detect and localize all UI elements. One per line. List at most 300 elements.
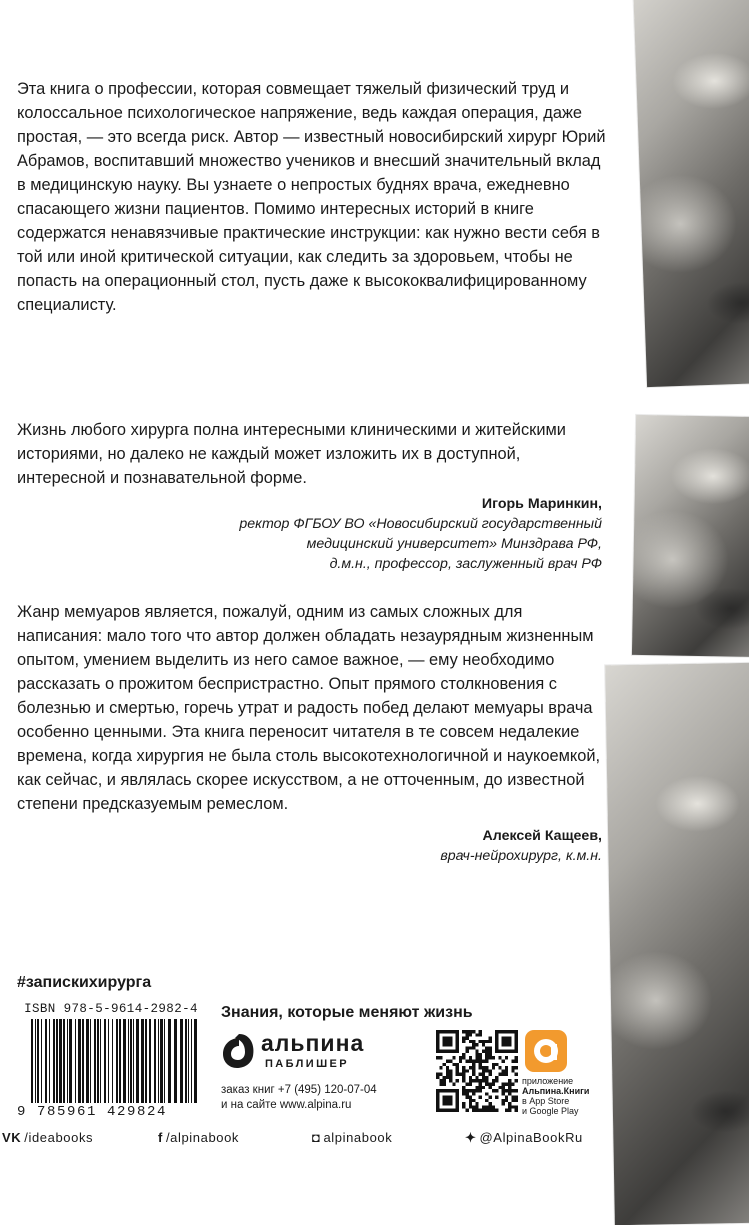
qr-module <box>446 1073 449 1076</box>
barcode-bar <box>49 1019 50 1103</box>
qr-module <box>508 1082 511 1085</box>
barcode-bar <box>188 1019 189 1103</box>
qr-module <box>452 1082 455 1085</box>
qr-module <box>469 1030 472 1033</box>
barcode-bar <box>104 1019 106 1103</box>
qr-module <box>462 1073 465 1076</box>
qr-module <box>492 1109 495 1112</box>
barcode-bar <box>69 1019 72 1103</box>
barcode-bar <box>160 1019 163 1103</box>
qr-module <box>502 1099 505 1102</box>
qr-module <box>475 1056 478 1059</box>
app-info <box>522 1076 602 1116</box>
qr-module <box>502 1082 505 1085</box>
qr-module <box>482 1043 485 1046</box>
barcode-bar <box>37 1019 39 1103</box>
qr-module <box>485 1046 488 1049</box>
qr-module <box>479 1086 482 1089</box>
surgery-photo-bottom <box>605 663 749 1225</box>
qr-module <box>456 1073 459 1076</box>
qr-module <box>462 1040 465 1043</box>
qr-module <box>469 1040 472 1043</box>
qr-module <box>475 1033 478 1036</box>
qr-module <box>479 1053 482 1056</box>
qr-module <box>511 1082 514 1085</box>
qr-module <box>485 1099 488 1102</box>
qr-module <box>479 1056 482 1059</box>
qr-module <box>495 1096 498 1099</box>
qr-module <box>492 1082 495 1085</box>
qr-module <box>472 1063 475 1066</box>
barcode-bar <box>123 1019 126 1103</box>
qr-module <box>439 1079 442 1082</box>
instagram-icon: ◘ <box>312 1130 321 1145</box>
qr-module <box>469 1099 472 1102</box>
qr-module <box>488 1069 491 1072</box>
barcode-bar <box>86 1019 89 1103</box>
review-1-role-line: медицинский университет» Минздрава РФ, <box>306 536 602 552</box>
qr-module <box>449 1073 452 1076</box>
qr-module <box>485 1066 488 1069</box>
qr-module <box>508 1086 511 1089</box>
barcode-bar <box>31 1019 33 1103</box>
qr-module <box>439 1056 442 1059</box>
qr-module <box>479 1060 482 1063</box>
qr-module <box>469 1105 472 1108</box>
qr-module <box>479 1073 482 1076</box>
qr-module <box>472 1069 475 1072</box>
qr-module <box>475 1076 478 1079</box>
qr-module <box>515 1056 518 1059</box>
qr-module <box>492 1105 495 1108</box>
barcode-bar <box>67 1019 68 1103</box>
publisher-name: альпина <box>261 1030 365 1056</box>
vk-icon: VK <box>2 1130 22 1145</box>
qr-module <box>472 1105 475 1108</box>
qr-module <box>511 1066 514 1069</box>
qr-module <box>469 1060 472 1063</box>
qr-module <box>505 1109 508 1112</box>
qr-module <box>488 1096 491 1099</box>
qr-module <box>511 1060 514 1063</box>
barcode-bar <box>149 1019 151 1103</box>
barcode-bar <box>100 1019 101 1103</box>
qr-module <box>475 1079 478 1082</box>
qr-module <box>495 1079 498 1082</box>
barcode-bar <box>180 1019 183 1103</box>
surgery-photo-top <box>633 0 749 387</box>
qr-module <box>485 1060 488 1063</box>
qr-module <box>485 1069 488 1072</box>
qr-module <box>515 1096 518 1099</box>
qr-module <box>462 1086 465 1089</box>
qr-module <box>462 1105 465 1108</box>
qr-module <box>439 1082 442 1085</box>
qr-module <box>472 1066 475 1069</box>
qr-module <box>485 1053 488 1056</box>
qr-module <box>462 1037 465 1040</box>
surgery-photo-middle <box>632 415 749 657</box>
qr-module <box>479 1109 482 1112</box>
social-footer <box>0 1130 620 1148</box>
qr-module <box>479 1033 482 1036</box>
order-phone: заказ книг +7 (495) 120-07-04 <box>221 1084 377 1096</box>
qr-module <box>488 1086 491 1089</box>
social-vk-label: /ideabooks <box>24 1130 94 1145</box>
qr-module <box>502 1102 505 1105</box>
qr-module <box>505 1082 508 1085</box>
social-facebook-label: /alpinabook <box>165 1130 240 1145</box>
barcode-bar <box>53 1019 55 1103</box>
qr-module <box>495 1089 498 1092</box>
qr-module <box>469 1096 472 1099</box>
qr-module <box>466 1092 469 1095</box>
qr-module <box>508 1079 511 1082</box>
qr-module <box>479 1063 482 1066</box>
isbn-barcode <box>17 1002 205 1122</box>
qr-module <box>482 1105 485 1108</box>
qr-module <box>479 1066 482 1069</box>
qr-module <box>479 1089 482 1092</box>
barcode-bar <box>130 1019 132 1103</box>
qr-module <box>511 1105 514 1108</box>
qr-module <box>449 1076 452 1079</box>
qr-module <box>466 1033 469 1036</box>
review-2-role-line: врач-нейрохирург, к.м.н. <box>440 848 602 864</box>
qr-module <box>466 1109 469 1112</box>
qr-module <box>479 1096 482 1099</box>
qr-module <box>472 1092 475 1095</box>
qr-module <box>479 1030 482 1033</box>
qr-module <box>469 1046 472 1049</box>
qr-module <box>508 1092 511 1095</box>
qr-module <box>488 1040 491 1043</box>
publisher-tagline: Знания, которые меняют жизнь <box>221 1004 473 1021</box>
qr-module <box>472 1040 475 1043</box>
review-2-author: Алексей Кащеев, <box>482 828 602 844</box>
publisher-subname: ПАБЛИШЕР <box>265 1058 350 1070</box>
qr-module <box>449 1060 452 1063</box>
qr-module <box>472 1046 475 1049</box>
qr-module <box>466 1089 469 1092</box>
barcode-bar <box>194 1019 197 1103</box>
qr-module <box>488 1053 491 1056</box>
qr-module <box>469 1033 472 1036</box>
qr-module <box>436 1076 439 1079</box>
qr-module <box>466 1060 469 1063</box>
qr-module <box>472 1089 475 1092</box>
qr-module <box>472 1060 475 1063</box>
qr-module <box>462 1102 465 1105</box>
barcode-bar <box>45 1019 47 1103</box>
alpina-logo-icon <box>221 1032 257 1070</box>
qr-module <box>498 1086 501 1089</box>
social-facebook[interactable] <box>158 1130 239 1145</box>
qr-module <box>492 1066 495 1069</box>
qr-module <box>462 1089 465 1092</box>
qr-module <box>515 1089 518 1092</box>
qr-module <box>443 1082 446 1085</box>
barcode-icon <box>17 1019 205 1105</box>
qr-module <box>508 1105 511 1108</box>
qr-module <box>505 1089 508 1092</box>
app-line: и Google Play <box>522 1106 579 1116</box>
barcode-bar <box>97 1019 99 1103</box>
qr-module <box>449 1069 452 1072</box>
social-twitter[interactable] <box>465 1130 583 1146</box>
barcode-bar <box>164 1019 165 1103</box>
qr-module <box>485 1050 488 1053</box>
barcode-bar <box>35 1019 36 1103</box>
review-1-author: Игорь Маринкин, <box>481 496 602 512</box>
qr-module <box>475 1050 478 1053</box>
qr-module <box>485 1040 488 1043</box>
order-info <box>221 1083 377 1113</box>
qr-module <box>485 1076 488 1079</box>
qr-module <box>482 1073 485 1076</box>
qr-module <box>472 1043 475 1046</box>
qr-module <box>472 1030 475 1033</box>
qr-module <box>482 1060 485 1063</box>
qr-module <box>456 1063 459 1066</box>
qr-module <box>488 1109 491 1112</box>
qr-module <box>446 1069 449 1072</box>
qr-module <box>482 1109 485 1112</box>
app-logo-icon <box>525 1030 567 1072</box>
app-logo-mark-icon <box>525 1030 567 1072</box>
qr-module <box>462 1056 465 1059</box>
barcode-bar <box>154 1019 156 1103</box>
qr-module <box>505 1066 508 1069</box>
qr-module <box>485 1079 488 1082</box>
qr-module <box>443 1096 453 1106</box>
qr-module <box>472 1073 475 1076</box>
qr-module <box>459 1073 462 1076</box>
qr-module <box>492 1056 495 1059</box>
qr-module <box>482 1086 485 1089</box>
qr-module <box>469 1076 472 1079</box>
qr-module <box>466 1069 469 1072</box>
facebook-icon: f <box>158 1130 163 1145</box>
qr-module <box>498 1073 501 1076</box>
qr-module <box>488 1102 491 1105</box>
barcode-bar <box>119 1019 121 1103</box>
barcode-bar <box>59 1019 62 1103</box>
qr-module <box>446 1076 449 1079</box>
social-vk[interactable] <box>2 1130 93 1145</box>
barcode-bar <box>63 1019 65 1103</box>
qr-module <box>482 1050 485 1053</box>
qr-module <box>479 1040 482 1043</box>
qr-module <box>508 1102 511 1105</box>
qr-module <box>446 1060 449 1063</box>
qr-module <box>492 1089 495 1092</box>
qr-module <box>462 1066 465 1069</box>
barcode-bar <box>145 1019 147 1103</box>
qr-module <box>495 1109 498 1112</box>
qr-module <box>462 1079 465 1082</box>
qr-module <box>482 1040 485 1043</box>
qr-module <box>479 1082 482 1085</box>
qr-module <box>488 1056 491 1059</box>
hashtag: #запискихирурга <box>17 974 152 991</box>
qr-module <box>475 1109 478 1112</box>
qr-module <box>443 1037 453 1047</box>
barcode-bar <box>56 1019 58 1103</box>
barcode-bar <box>191 1019 192 1103</box>
qr-module <box>482 1076 485 1079</box>
barcode-bar <box>168 1019 171 1103</box>
app-line: в App Store <box>522 1096 570 1106</box>
qr-module <box>462 1092 465 1095</box>
qr-module <box>488 1082 491 1085</box>
barcode-bar <box>112 1019 113 1103</box>
barcode-bar <box>75 1019 76 1103</box>
qr-module <box>452 1063 455 1066</box>
qr-module <box>466 1050 469 1053</box>
qr-module <box>505 1056 508 1059</box>
qr-module <box>443 1076 446 1079</box>
qr-module <box>449 1079 452 1082</box>
qr-module <box>469 1056 472 1059</box>
qr-module <box>511 1096 514 1099</box>
qr-module <box>515 1079 518 1082</box>
publisher-logo <box>221 1030 391 1074</box>
qr-module <box>515 1066 518 1069</box>
review-1-signature <box>182 494 602 574</box>
barcode-bar <box>133 1019 134 1103</box>
qr-module <box>482 1069 485 1072</box>
qr-module <box>485 1092 488 1095</box>
qr-module <box>459 1056 462 1059</box>
twitter-icon: ✦ <box>465 1130 477 1145</box>
social-twitter-label: @AlpinaBookRu <box>479 1130 583 1145</box>
qr-code-icon <box>436 1030 518 1112</box>
qr-module <box>462 1053 465 1056</box>
qr-module <box>452 1056 455 1059</box>
review-1-role-line: ректор ФГБОУ ВО «Новосибирский государственный <box>239 516 602 532</box>
qr-module <box>498 1056 501 1059</box>
qr-module <box>475 1102 478 1105</box>
review-2-signature <box>182 826 602 866</box>
qr-module <box>492 1063 495 1066</box>
qr-module <box>515 1109 518 1112</box>
qr-module <box>446 1066 449 1069</box>
qr-module <box>459 1060 462 1063</box>
barcode-bar <box>108 1019 109 1103</box>
qr-module <box>505 1073 508 1076</box>
qr-module <box>515 1073 518 1076</box>
social-instagram[interactable] <box>312 1130 392 1145</box>
barcode-bar <box>185 1019 187 1103</box>
qr-module <box>508 1109 511 1112</box>
qr-module <box>466 1046 469 1049</box>
order-site: и на сайте www.alpina.ru <box>221 1099 352 1111</box>
qr-module <box>462 1069 465 1072</box>
qr-module <box>469 1082 472 1085</box>
qr-module <box>488 1037 491 1040</box>
qr-module <box>502 1086 505 1089</box>
qr-module <box>469 1079 472 1082</box>
barcode-bar <box>41 1019 42 1103</box>
qr-module <box>495 1076 498 1079</box>
qr-module <box>469 1066 472 1069</box>
qr-module <box>466 1082 469 1085</box>
qr-module <box>502 1092 505 1095</box>
qr-module <box>502 1073 505 1076</box>
review-2-text: Жанр мемуаров является, пожалуй, одним из самых сложных для написания: мало того что автор должен обладать незаурядным жизненным опытом, умением выделить из него самое важное, — ему необходимо рассказать о прожитом беспристрастно. Опыт прямого столкновения с болезнью и смертью, горечь утрат и радость побед делают мемуары врача особенно ценными. Эта книга переносит читателя в те совсем недалекие времена, когда хирургия не была столь высокотехнологичной и наукоемкой, как сейчас, и являлась скорее искусством, а не отточенным, до известной степени предсказуемым ремеслом. <box>17 603 601 813</box>
qr-module <box>485 1082 488 1085</box>
isbn-label: ISBN 978-5-9614-2982-4 <box>24 1002 198 1016</box>
barcode-bar <box>90 1019 91 1103</box>
qr-module <box>515 1105 518 1108</box>
barcode-digits: 9 785961 429824 <box>17 1104 168 1120</box>
qr-module <box>479 1079 482 1082</box>
qr-module <box>472 1079 475 1082</box>
qr-module <box>456 1066 459 1069</box>
barcode-bar <box>128 1019 129 1103</box>
qr-module <box>475 1043 478 1046</box>
qr-module <box>475 1089 478 1092</box>
qr-module <box>472 1109 475 1112</box>
qr-module <box>502 1069 505 1072</box>
qr-module <box>488 1046 491 1049</box>
review-1-text: Жизнь любого хирурга полна интересными клиническими и житейскими историями, но далеко не каждый может изложить их в доступной, интересной и познавательной форме. <box>17 421 566 487</box>
review-1-role-line: д.м.н., профессор, заслуженный врач РФ <box>329 556 602 572</box>
qr-module <box>436 1056 439 1059</box>
qr-module <box>466 1037 469 1040</box>
barcode-bar <box>158 1019 159 1103</box>
qr-module <box>482 1079 485 1082</box>
qr-module <box>462 1030 465 1033</box>
barcode-bar <box>82 1019 84 1103</box>
qr-module <box>439 1073 442 1076</box>
qr-module <box>488 1073 491 1076</box>
qr-module <box>443 1063 446 1066</box>
barcode-bar <box>94 1019 96 1103</box>
qr-module <box>515 1099 518 1102</box>
qr-module <box>439 1066 442 1069</box>
qr-module <box>472 1099 475 1102</box>
qr-module <box>505 1069 508 1072</box>
qr-module <box>495 1063 498 1066</box>
qr-module <box>475 1105 478 1108</box>
qr-module <box>456 1069 459 1072</box>
qr-module <box>466 1096 469 1099</box>
qr-module <box>466 1030 469 1033</box>
qr-module <box>436 1073 439 1076</box>
qr-module <box>485 1109 488 1112</box>
qr-module <box>511 1089 514 1092</box>
qr-module <box>475 1060 478 1063</box>
barcode-bar <box>136 1019 139 1103</box>
qr-module <box>443 1079 446 1082</box>
description-paragraph: Эта книга о профессии, которая совмещает тяжелый физический труд и колоссальное психологическое напряжение, ведь каждая операция, даже простая, — это всегда риск. Автор — известный новосибирский хирург Юрий Абрамов, воспитавший множество учеников и внесший значительный вклад в медицинскую науку. Вы узнаете о непростых буднях врача, ежедневно спасающего жизни пациентов. Помимо интересных историй в книге содержатся ненавязчивые практические инструкции: как нужно вести себя в той или иной критической ситуации, как следить за здоровьем, чтобы не попасть на операционный стол, пусть даже к высококвалифицированному специалисту. <box>17 80 606 314</box>
barcode-bar <box>116 1019 118 1103</box>
social-instagram-label: alpinabook <box>323 1130 393 1145</box>
app-line: приложение <box>522 1076 574 1086</box>
qr-module <box>482 1066 485 1069</box>
qr-module <box>511 1069 514 1072</box>
qr-module <box>475 1086 478 1089</box>
qr-module <box>505 1099 508 1102</box>
barcode-bar <box>141 1019 144 1103</box>
qr-module <box>511 1099 514 1102</box>
qr-module <box>475 1053 478 1056</box>
qr-module <box>462 1076 465 1079</box>
qr-module <box>498 1066 501 1069</box>
barcode-bar <box>78 1019 81 1103</box>
